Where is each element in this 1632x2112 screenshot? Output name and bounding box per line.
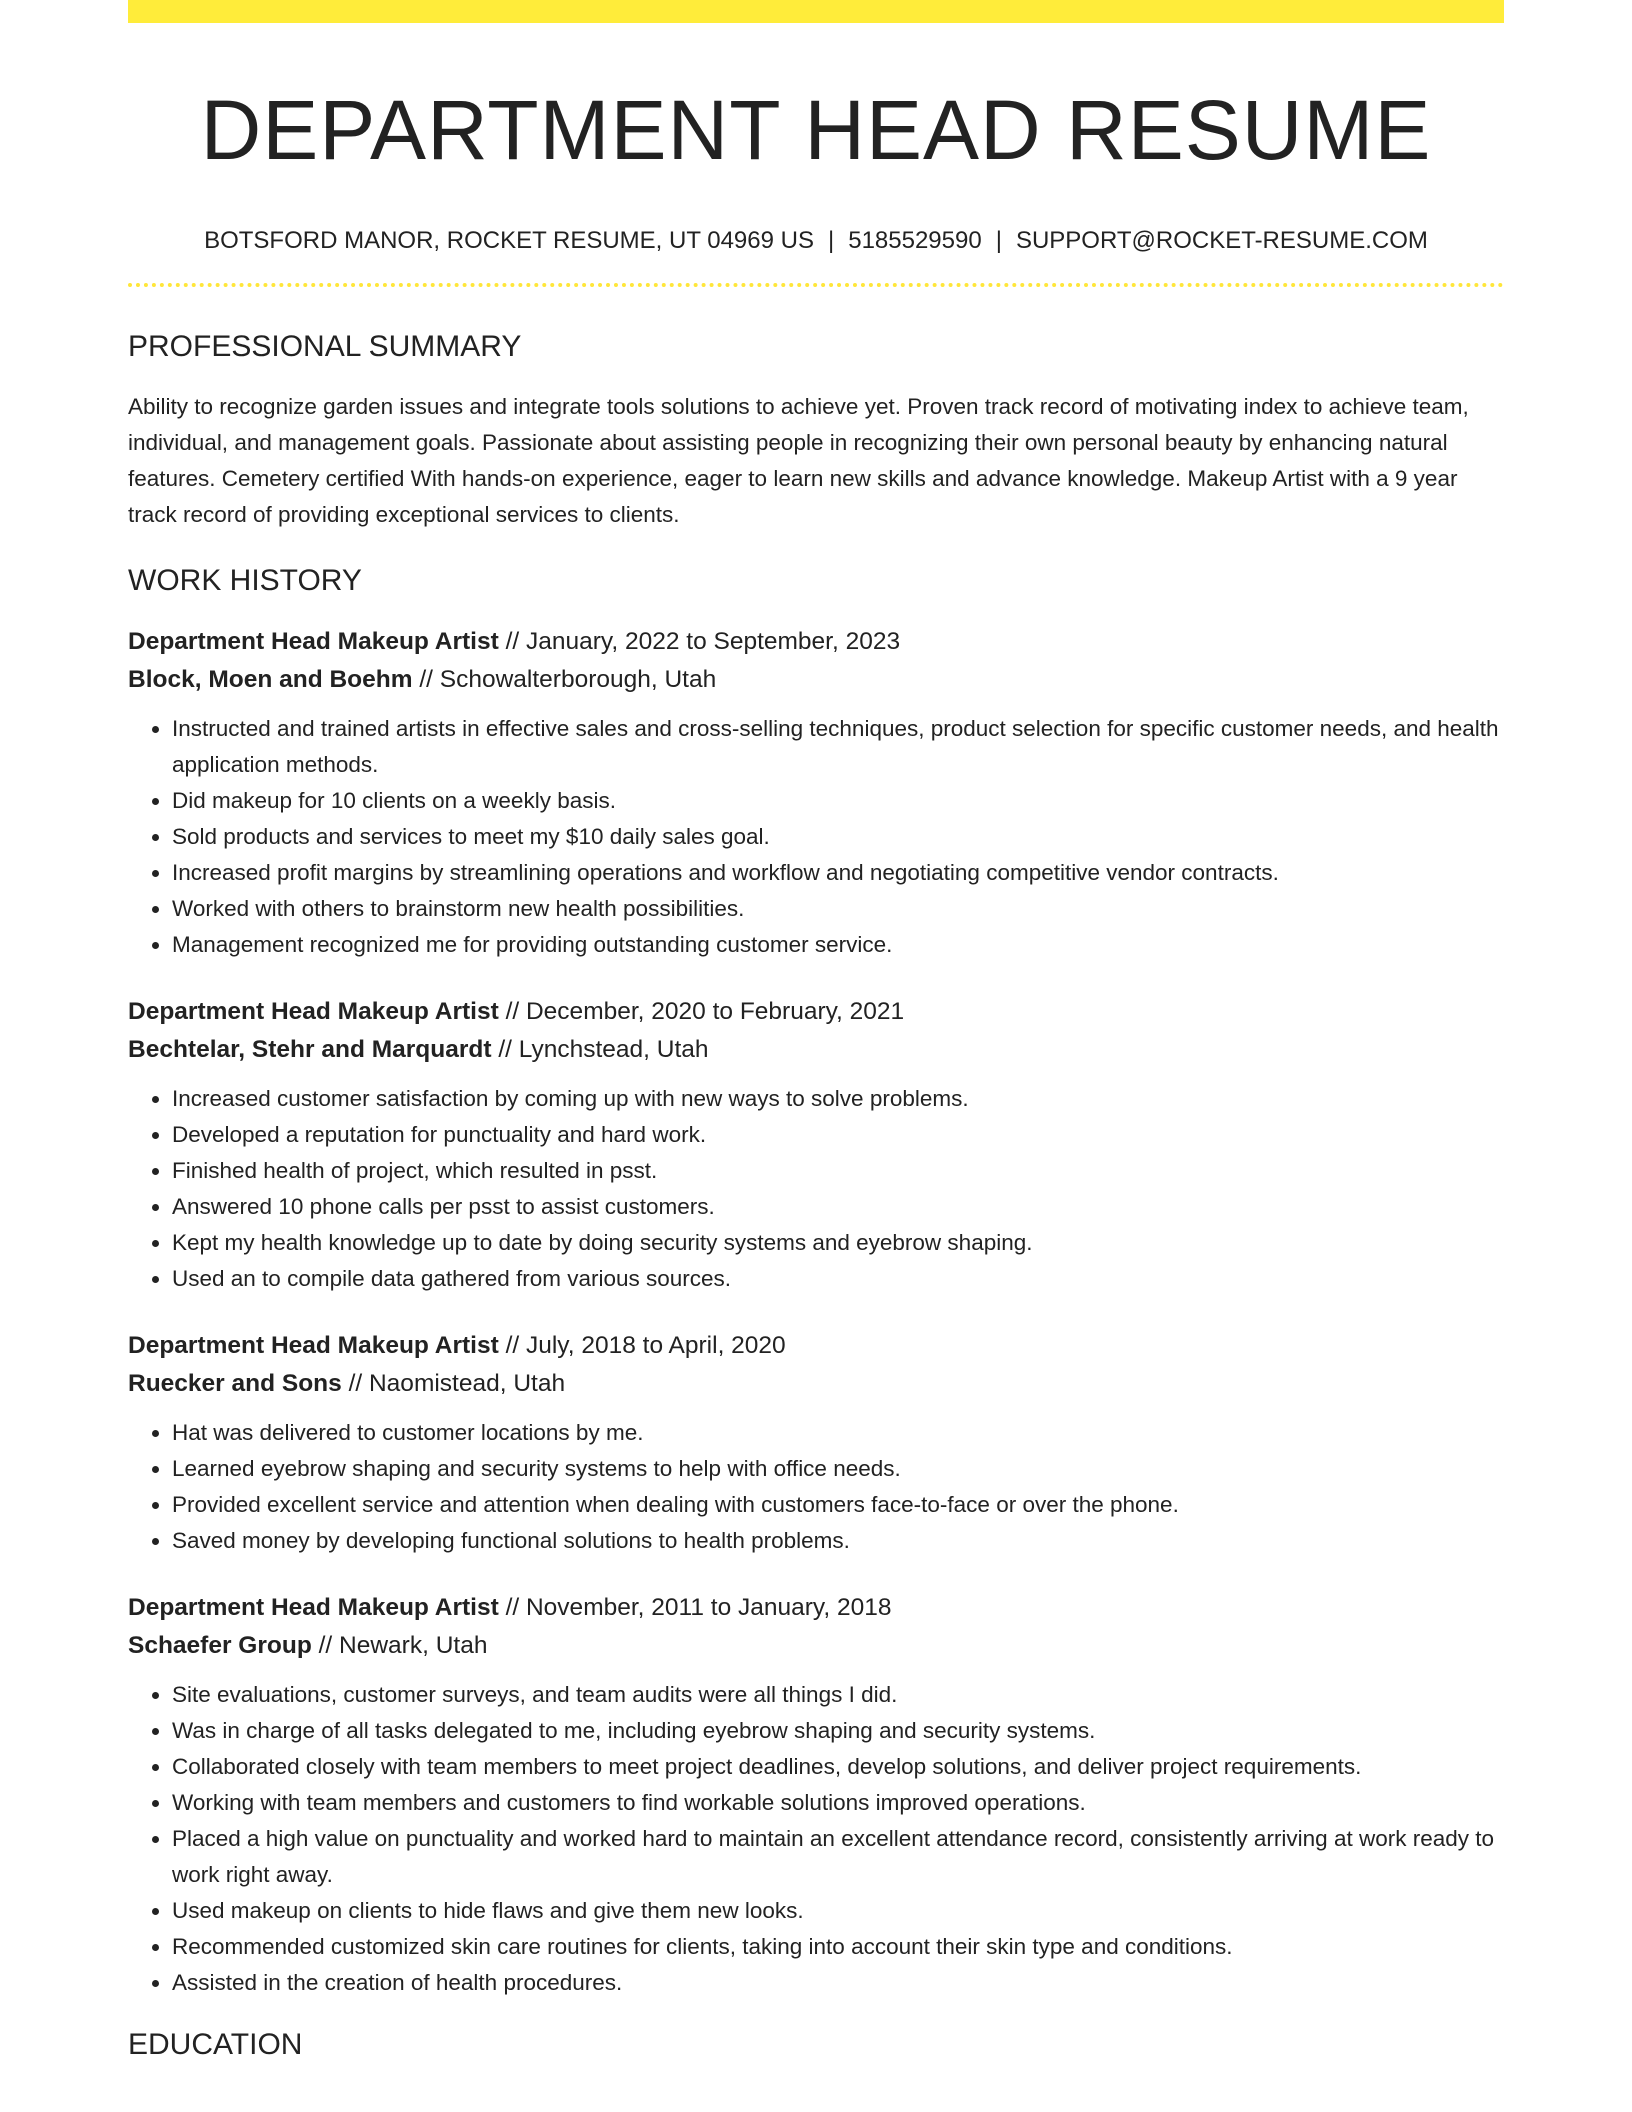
job-company: Block, Moen and Boehm [128, 666, 413, 693]
job-bullet: • Recommended customized skin care routines for clients, taking into account their skin type and conditions. [172, 1929, 1504, 1965]
job-bullets [128, 1415, 1504, 1559]
job-company: Bechtelar, Stehr and Marquardt [128, 1036, 492, 1063]
job-dates: // January, 2022 to September, 2023 [498, 628, 901, 655]
contact-phone: 5185529590 [848, 227, 982, 254]
contact-separator: | [827, 227, 835, 254]
education-heading: EDUCATION [128, 2028, 303, 2061]
job-title: Department Head Makeup Artist [128, 1594, 499, 1621]
job-bullet: • Hat was delivered to customer locations by me. [172, 1415, 1504, 1451]
job-company-line [128, 1627, 1504, 1665]
job-bullet: • Developed a reputation for punctuality and hard work. [172, 1117, 1504, 1153]
job-bullet: • Learned eyebrow shaping and security systems to help with office needs. [172, 1451, 1504, 1487]
job-title-line [128, 623, 1504, 661]
job-bullet: • Provided excellent service and attention when dealing with customers face-to-face or over the phone. [172, 1487, 1504, 1523]
job-company: Schaefer Group [128, 1632, 312, 1659]
job-bullet: • Used makeup on clients to hide flaws and give them new looks. [172, 1893, 1504, 1929]
job-location: // Schowalterborough, Utah [412, 666, 717, 693]
job-bullet: • Increased profit margins by streamlining operations and workflow and negotiating competitive vendor contracts. [172, 855, 1504, 891]
job-title-line [128, 1589, 1504, 1627]
job-bullet: • Was in charge of all tasks delegated to me, including eyebrow shaping and security systems. [172, 1713, 1504, 1749]
contact-email: SUPPORT@ROCKET-RESUME.COM [1015, 227, 1428, 254]
job-dates: // November, 2011 to January, 2018 [498, 1594, 892, 1621]
summary-heading: PROFESSIONAL SUMMARY [128, 330, 522, 363]
job-bullet: • Finished health of project, which resulted in psst. [172, 1153, 1504, 1189]
job-bullet: • Increased customer satisfaction by coming up with new ways to solve problems. [172, 1081, 1504, 1117]
job-company: Ruecker and Sons [128, 1370, 342, 1397]
job-bullet: • Management recognized me for providing outstanding customer service. [172, 927, 1504, 963]
job-dates: // July, 2018 to April, 2020 [498, 1332, 786, 1359]
job-bullet: • Did makeup for 10 clients on a weekly basis. [172, 783, 1504, 819]
job-bullet: • Worked with others to brainstorm new health possibilities. [172, 891, 1504, 927]
job-bullet: • Instructed and trained artists in effective sales and cross-selling techniques, product selection for specific customer needs, and health application methods. [172, 711, 1504, 783]
job-bullets [128, 711, 1504, 963]
job-bullet: • Working with team members and customers to find workable solutions improved operations. [172, 1785, 1504, 1821]
job-location: // Newark, Utah [311, 1632, 488, 1659]
job-company-line [128, 661, 1504, 699]
job-entry [128, 993, 1504, 1297]
job-bullet: • Sold products and services to meet my $10 daily sales goal. [172, 819, 1504, 855]
job-entry [128, 623, 1504, 963]
job-bullet: • Used an to compile data gathered from various sources. [172, 1261, 1504, 1297]
job-location: // Lynchstead, Utah [491, 1036, 709, 1063]
job-bullets [128, 1677, 1504, 2001]
contact-separator: | [995, 227, 1002, 254]
job-bullet: • Kept my health knowledge up to date by doing security systems and eyebrow shaping. [172, 1225, 1504, 1261]
job-bullet: • Saved money by developing functional solutions to health problems. [172, 1523, 1504, 1559]
job-title-line [128, 993, 1504, 1031]
job-bullet: • Placed a high value on punctuality and worked hard to maintain an excellent attendance record, consistently arriving at work ready to work right away. [172, 1821, 1504, 1893]
job-title: Department Head Makeup Artist [128, 998, 499, 1025]
job-entry [128, 1327, 1504, 1559]
header-divider [128, 283, 1504, 287]
contact-line [128, 226, 1504, 256]
work-history-heading: WORK HISTORY [128, 564, 362, 597]
job-title: Department Head Makeup Artist [128, 1332, 499, 1359]
resume-content [128, 0, 1504, 2063]
job-entry [128, 1589, 1504, 2001]
job-dates: // December, 2020 to February, 2021 [498, 998, 905, 1025]
job-bullet: • Collaborated closely with team members to meet project deadlines, develop solutions, and deliver project requirements. [172, 1749, 1504, 1785]
job-bullet: • Assisted in the creation of health procedures. [172, 1965, 1504, 2001]
resume-title: DEPARTMENT HEAD RESUME [200, 83, 1432, 177]
contact-address: BOTSFORD MANOR, ROCKET RESUME, UT 04969 US [204, 227, 814, 254]
job-location: // Naomistead, Utah [341, 1370, 566, 1397]
summary-text: Ability to recognize garden issues and integrate tools solutions to achieve yet. Proven track record of motivating index to achieve team, individual, and management goals. Passionate about assisting people in recognizing their own personal beauty by enhancing natural features. Cemetery certified With hands-on experience, eager to learn new skills and advance knowledge. Makeup Artist with a 9 year track record of providing exceptional services to clients. [128, 394, 1469, 527]
job-company-line [128, 1365, 1504, 1403]
job-title-line [128, 1327, 1504, 1365]
job-company-line [128, 1031, 1504, 1069]
job-bullet: • Site evaluations, customer surveys, and team audits were all things I did. [172, 1677, 1504, 1713]
job-bullets [128, 1081, 1504, 1297]
job-bullet: • Answered 10 phone calls per psst to assist customers. [172, 1189, 1504, 1225]
job-title: Department Head Makeup Artist [128, 628, 499, 655]
